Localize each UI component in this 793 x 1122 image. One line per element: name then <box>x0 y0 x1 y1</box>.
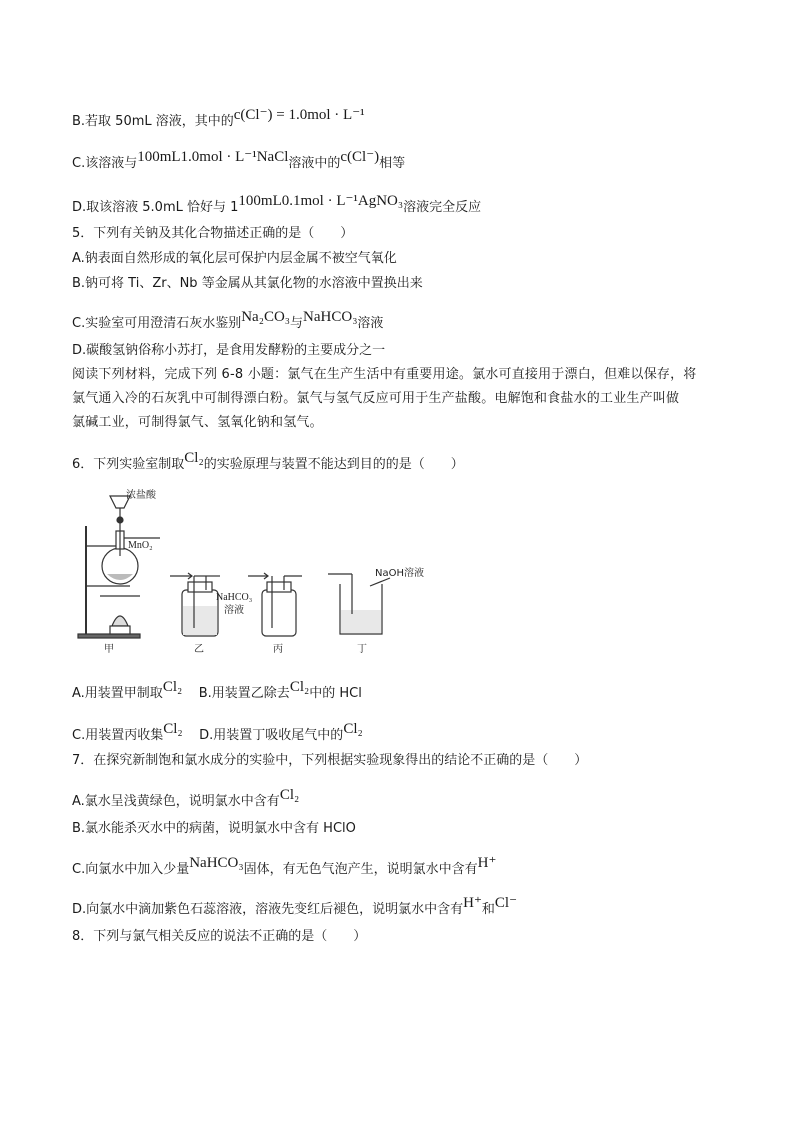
q7-option-d-formula1: H⁺ <box>463 895 482 911</box>
q4-option-d-post: 溶液完全反应 <box>403 200 482 215</box>
q7-stem: 7．在探究新制饱和氯水成分的实验中，下列根据实验现象得出的结论不正确的是（ ） <box>72 753 588 768</box>
q5-option-c-formula2: NaHCO₃ <box>303 309 358 325</box>
apparatus-jia <box>78 496 160 638</box>
q6-option-a-text: A.用装置甲制取 <box>72 686 163 701</box>
q6-option-c-text: C.用装置丙收集 <box>72 728 164 743</box>
q7-option-d-text: D.向氯水中滴加紫色石蕊溶液，溶液先变红后褪色，说明氯水中含有 <box>72 902 464 917</box>
q5-option-c <box>72 309 384 333</box>
apparatus-bing <box>248 573 302 636</box>
apparatus-ding <box>328 574 390 634</box>
q5-option-b: B.钠可将 Ti、Zr、Nb 等金属从其氯化物的水溶液中置换出来 <box>72 276 423 291</box>
q7-option-c-formula: NaHCO₃ <box>189 855 244 871</box>
passage-line-3: 氯碱工业，可制得氯气、氢氧化钠和氢气。 <box>72 415 323 430</box>
q6-option-c-formula: Cl₂ <box>163 721 183 737</box>
q4-option-d <box>72 193 482 217</box>
label-bing: 丙 <box>273 644 283 655</box>
q6-stem-text: 6．下列实验室制取 <box>72 457 185 472</box>
q5-stem: 5．下列有关钠及其化合物描述正确的是（ ） <box>72 226 354 241</box>
q4-option-b-text: B.若取 50mL 溶液，其中的 <box>72 114 234 129</box>
q6-option-b-formula: Cl₂ <box>289 679 310 695</box>
q7-option-b: B.氯水能杀灭水中的病菌，说明氯水中含有 HClO <box>72 821 356 836</box>
q6-option-d-text: D.用装置丁吸收尾气中的 <box>199 728 344 743</box>
q7-option-a-text: A.氯水呈浅黄绿色，说明氯水中含有 <box>72 794 280 809</box>
q4-option-c-formula2: c(Cl⁻) <box>340 149 380 165</box>
q6-stem-formula: Cl₂ <box>184 450 204 466</box>
q7-option-d <box>72 895 518 919</box>
q6-option-b-post: 中的 HCl <box>309 686 362 701</box>
q7-option-d-mid: 和 <box>481 902 495 917</box>
q4-option-c <box>72 149 406 173</box>
q7-option-c <box>72 855 497 879</box>
q4-option-d-formula: 100mL0.1mol · L⁻¹AgNO₃ <box>238 193 404 209</box>
q8-stem: 8．下列与氯气相关反应的说法不正确的是（ ） <box>72 929 367 944</box>
q7-option-d-formula2: Cl⁻ <box>494 895 518 911</box>
q6-stem-post: 的实验原理与装置不能达到目的的是（ ） <box>203 457 464 472</box>
q4-option-b-formula: c(Cl⁻) = 1.0mol · L⁻¹ <box>233 107 365 123</box>
q6-option-b-text: B.用装置乙除去 <box>198 686 290 701</box>
q5-option-d: D.碳酸氢钠俗称小苏打，是食用发酵粉的主要成分之一 <box>72 343 386 358</box>
apparatus-figure <box>70 486 490 661</box>
q4-option-d-text: D.取该溶液 5.0mL 恰好与 1 <box>72 200 239 215</box>
q6-options-ab <box>72 679 362 703</box>
label-solution: 溶液 <box>224 605 244 616</box>
q4-option-c-formula: 100mL1.0mol · L⁻¹NaCl <box>137 149 289 165</box>
passage-line-1: 阅读下列材料，完成下列 6-8 小题：氯气在生产生活中有重要用途。氯水可直接用于漂白，但难以保存，将 <box>72 367 697 382</box>
q7-option-c-text: C.向氯水中加入少量 <box>72 862 190 877</box>
q4-option-c-post: 相等 <box>379 156 406 171</box>
q6-stem <box>72 450 464 474</box>
label-yi: 乙 <box>194 644 204 655</box>
q4-option-c-text: C.该溶液与 <box>72 156 138 171</box>
q6-options-cd <box>72 721 363 745</box>
q5-option-c-formula1: Na₂CO₃ <box>241 309 291 325</box>
label-conc-hcl: 浓盐酸 <box>126 490 156 501</box>
q7-option-a-formula: Cl₂ <box>279 787 300 803</box>
reading-passage <box>72 363 722 435</box>
apparatus-yi <box>170 573 220 636</box>
q5-option-a: A.钠表面自然形成的氧化层可保护内层金属不被空气氧化 <box>72 251 397 266</box>
passage-line-2: 氯气通入冷的石灰乳中可制得漂白粉。氯气与氢气反应可用于生产盐酸。电解饱和食盐水的工业生产叫做 <box>72 391 680 406</box>
q7-option-c-mid: 固体，有无色气泡产生，说明氯水中含有 <box>243 862 478 877</box>
q4-option-b <box>72 107 365 131</box>
q6-option-a-formula: Cl₂ <box>162 679 183 695</box>
q5-option-c-text: C.实验室可用澄清石灰水鉴别 <box>72 316 242 331</box>
label-ding: 丁 <box>357 644 367 655</box>
q7-option-c-formula2: H⁺ <box>477 855 497 871</box>
q5-option-c-post: 溶液 <box>357 316 384 331</box>
label-naoh: NaOH溶液 <box>375 568 424 579</box>
q7-option-a <box>72 787 300 811</box>
label-nahco3: NaHCO₃ <box>216 592 253 603</box>
label-mno2: MnO₂ <box>128 540 153 551</box>
q4-option-c-mid: 溶液中的 <box>288 156 341 171</box>
label-jia: 甲 <box>104 644 114 655</box>
q5-option-c-mid: 与 <box>290 316 304 331</box>
q6-option-d-formula: Cl₂ <box>343 721 363 737</box>
